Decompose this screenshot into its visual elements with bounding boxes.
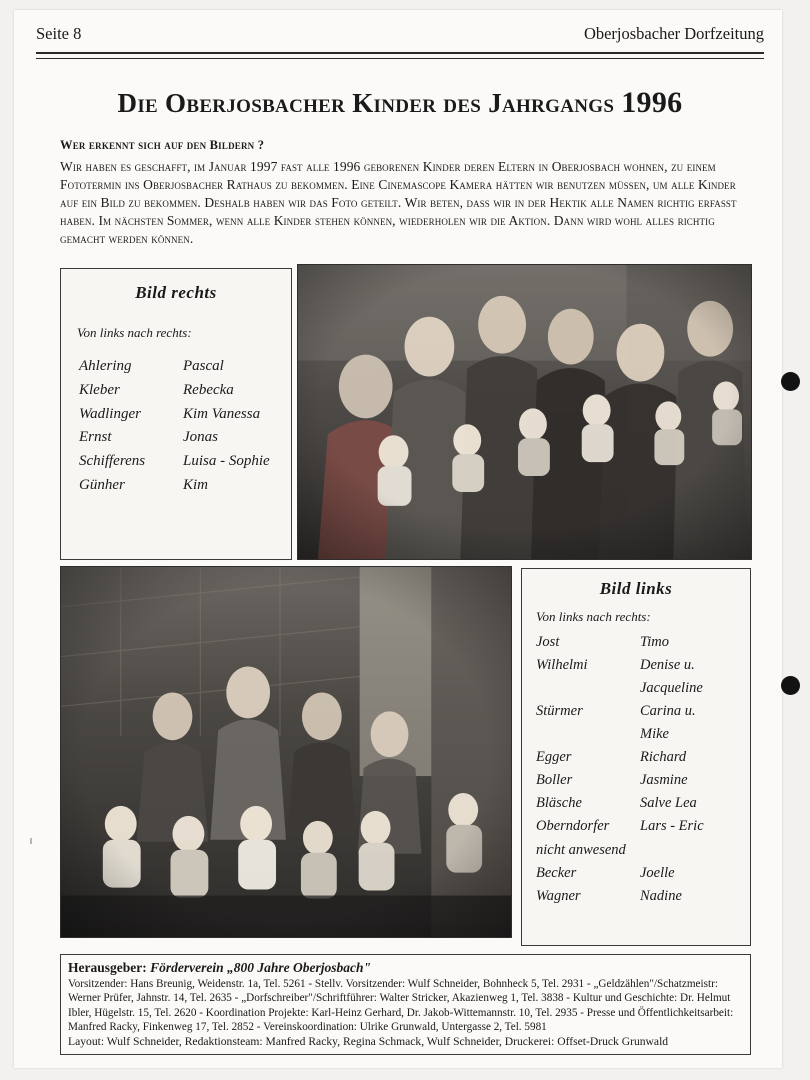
firstname: Nadine xyxy=(640,888,682,905)
caption-left-name-list xyxy=(536,631,704,908)
intro-body: Wir haben es geschafft, im Januar 1997 fast alle 1996 geborenen Kinder deren Eltern in Oberjosbach wohnen, zu einem Fototermin ins Oberjosbacher Rathaus zu bekommen. Eine Cinemascope Kamera hätten wir benutzen müssen, um alle Kinder auf ein Bild zu bekommen. Deshalb haben wir das Foto geteilt. Wir beten, daß wir in der Hektik alle Namen richtig erfaßt haben. Im nächsten Sommer, wenn alle Kinder stehen können, wiederholen wir die Aktion. Dann wird wohl alles richtig gemacht werden können. xyxy=(60,159,737,246)
list-item xyxy=(79,474,270,498)
surname xyxy=(536,677,640,700)
surname: Wadlinger xyxy=(79,405,141,422)
imprint-publisher-line xyxy=(68,960,743,976)
surname: Jost xyxy=(536,634,560,650)
surname: Ahlering xyxy=(79,358,132,374)
list-item xyxy=(536,862,704,885)
surname: Ernst xyxy=(79,429,112,446)
firstname: Jacqueline xyxy=(640,680,703,697)
surname: Egger xyxy=(536,749,572,766)
caption-box-left xyxy=(521,568,751,946)
caption-box-right xyxy=(60,268,292,560)
surname: Stürmer xyxy=(536,703,583,720)
masthead-rule-thin xyxy=(36,58,764,59)
list-item xyxy=(79,403,270,427)
firstname: Denise u. xyxy=(640,657,695,674)
list-item xyxy=(536,746,704,769)
list-item xyxy=(536,885,704,908)
list-item xyxy=(79,355,270,379)
list-item xyxy=(536,700,704,723)
intro-block xyxy=(60,138,750,248)
photo-group-right-image xyxy=(298,265,751,560)
publication-title: Oberjosbacher Dorfzeitung xyxy=(583,24,764,43)
caption-left-note: nicht anwesend xyxy=(536,842,626,859)
surname: Schifferens xyxy=(79,453,146,469)
photo-group-right xyxy=(297,264,752,560)
list-item xyxy=(536,677,704,700)
list-item xyxy=(79,379,270,403)
imprint-last-line: Layout: Wulf Schneider, Redaktionsteam: Manfred Racky, Regina Schmack, Wulf Schneider, Druckerei: Offset-Druck Grunwald xyxy=(68,1035,669,1049)
caption-left-title: Bild links xyxy=(599,579,673,598)
surname: Wagner xyxy=(536,888,581,905)
firstname: Carina u. xyxy=(640,703,696,720)
surname: Bläsche xyxy=(536,795,582,812)
headline-text: Die Oberjosbacher Kinder des Jahrgangs xyxy=(117,88,622,118)
masthead xyxy=(36,24,764,44)
binder-hole-top xyxy=(781,372,800,391)
firstname: Salve Lea xyxy=(640,795,697,812)
photo-group-left-image xyxy=(61,567,511,937)
firstname: Pascal xyxy=(183,358,224,374)
imprint-body: Vorsitzender: Hans Breunig, Weidenstr. 1a, Tel. 5261 - Stellv. Vorsitzender: Wulf Schneider, Bohnheck 5, Tel. 2931 - „Geldzählen"/Schatzmeistr: Werner Prüfer, Jahnstr. 14, Tel. 2635 - „Dorfschreiber"/Schriftführer: Walter Stricker, Akazienweg 1, Tel. 3838 - Kultur und Geschichte: Dr. Helmut Ibler, Hügelstr. 15, Tel. 2620 - Koordination Projekte: Karl-Heinz Gerhard, Dr. Jakob-Wittemannstr. 10, Tel. 2935 - Presse und Öffentlichkeitsarbeit: Manfred Racky, Finkenweg 17, Tel. 2852 - Vereinskoordination: Ulrike Grunwald, Untergasse 2, Tel. 5981 xyxy=(68,978,734,1033)
surname xyxy=(536,723,640,746)
masthead-rule-thick xyxy=(36,52,764,54)
surname: Becker xyxy=(536,865,577,882)
firstname: Luisa - Sophie xyxy=(183,453,270,469)
list-item xyxy=(79,450,270,474)
firstname: Lars - Eric xyxy=(640,818,704,835)
list-item xyxy=(536,769,704,792)
list-item xyxy=(536,815,704,838)
caption-right-subtitle: Von links nach rechts: xyxy=(77,325,192,340)
firstname: Rebecka xyxy=(183,381,234,398)
surname: Oberndorfer xyxy=(536,818,610,835)
list-item xyxy=(79,426,270,450)
caption-right-title: Bild rechts xyxy=(135,283,217,302)
list-item xyxy=(536,631,704,654)
surname: Wilhelmi xyxy=(536,657,588,674)
scan-speck xyxy=(30,838,32,844)
imprint-publisher-label: Herausgeber: xyxy=(68,960,147,975)
article-headline xyxy=(36,86,764,120)
surname: Günher xyxy=(79,476,125,493)
firstname: Jonas xyxy=(183,429,218,446)
firstname: Kim Vanessa xyxy=(183,405,261,422)
firstname: Timo xyxy=(640,634,670,650)
firstname: Jasmine xyxy=(640,772,688,789)
imprint-publisher-name: Förderverein „800 Jahre Oberjosbach" xyxy=(150,960,371,975)
page-number-label: Seite 8 xyxy=(36,24,82,43)
caption-left-note-row xyxy=(536,838,704,862)
firstname: Joelle xyxy=(640,865,675,882)
intro-title: Wer erkennt sich auf den Bildern ? xyxy=(60,138,265,152)
surname: Boller xyxy=(536,772,573,789)
imprint-box xyxy=(60,954,751,1055)
list-item xyxy=(536,723,704,746)
firstname: Mike xyxy=(640,726,669,743)
list-item xyxy=(536,654,704,677)
firstname: Richard xyxy=(640,749,687,766)
surname: Kleber xyxy=(79,381,120,398)
list-item xyxy=(536,792,704,815)
headline-year: 1996 xyxy=(621,86,683,119)
caption-right-name-list xyxy=(79,355,270,498)
caption-left-subtitle: Von links nach rechts: xyxy=(536,609,651,624)
photo-group-left xyxy=(60,566,512,938)
firstname: Kim xyxy=(183,476,209,493)
binder-hole-bottom xyxy=(781,676,800,695)
